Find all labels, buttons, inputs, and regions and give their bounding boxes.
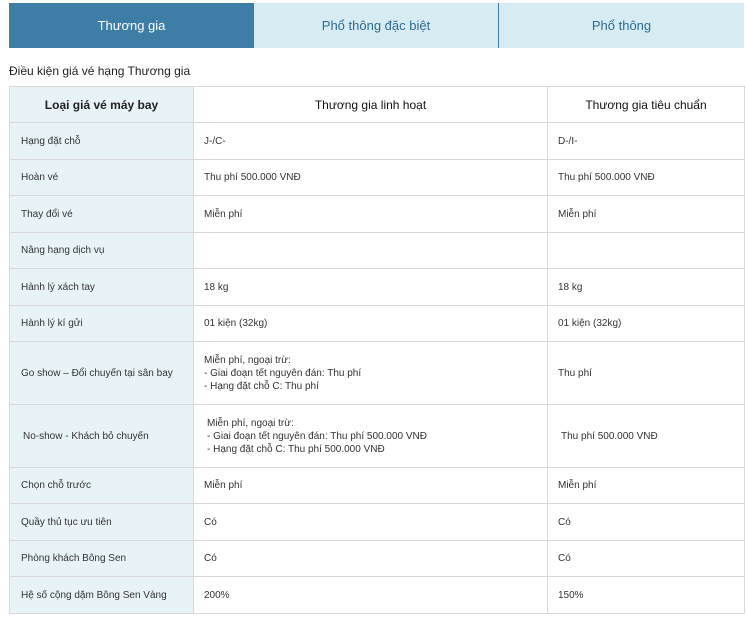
cell-line: - Giai đoạn tết nguyên đán: Thu phí 500.000 VNĐ [207, 430, 427, 442]
cell-flex: Thu phí 500.000 VNĐ [194, 160, 548, 196]
cell-standard: Có [548, 541, 745, 577]
cell-flex: Miễn phí [194, 468, 548, 504]
header-business-flex: Thương gia linh hoạt [194, 87, 548, 123]
table-row [10, 468, 745, 504]
cell-standard: Thu phí 500.000 VNĐ [548, 405, 745, 468]
cell-flex: 18 kg [194, 269, 548, 306]
row-label: Hệ số cộng dặm Bông Sen Vàng [10, 577, 194, 614]
cell-standard: 18 kg [548, 269, 745, 306]
cell-standard: D-/I- [548, 123, 745, 160]
cell-standard: Thu phí 500.000 VNĐ [548, 160, 745, 196]
cell-flex: J-/C- [194, 123, 548, 160]
table-row [10, 160, 745, 196]
cell-standard [548, 233, 745, 269]
cell-standard: Có [548, 504, 745, 541]
cell-flex [194, 405, 548, 468]
row-label: Phòng khách Bông Sen [10, 541, 194, 577]
cell-line: Miễn phí, ngoại trừ: [207, 417, 294, 429]
cell-flex: 200% [194, 577, 548, 614]
row-label: Thay đổi vé [10, 196, 194, 233]
cell-line: - Hạng đặt chỗ C: Thu phí [204, 380, 319, 392]
header-business-standard: Thương gia tiêu chuẩn [548, 87, 745, 123]
cell-standard: 150% [548, 577, 745, 614]
cell-flex: Có [194, 541, 548, 577]
table-row [10, 577, 745, 614]
cell-standard: 01 kiện (32kg) [548, 306, 745, 342]
row-label: Nâng hạng dịch vụ [10, 233, 194, 269]
table-caption: Điều kiện giá vé hạng Thương gia [9, 64, 191, 78]
table-row [10, 405, 745, 468]
table-row [10, 541, 745, 577]
table-row [10, 123, 745, 160]
row-label: Hạng đặt chỗ [10, 123, 194, 160]
row-label: Go show – Đổi chuyến tại sân bay [10, 342, 194, 405]
row-label: Hành lý kí gửi [10, 306, 194, 342]
tab-economy[interactable]: Phổ thông [499, 3, 744, 48]
fare-conditions-table [9, 86, 745, 614]
row-label: Hành lý xách tay [10, 269, 194, 306]
tab-premium-economy[interactable]: Phổ thông đặc biệt [254, 3, 499, 48]
tab-business[interactable]: Thương gia [9, 3, 254, 48]
table-row [10, 342, 745, 405]
table-header-row [10, 87, 745, 123]
table-row [10, 233, 745, 269]
table-row [10, 269, 745, 306]
cell-standard: Miễn phí [548, 468, 745, 504]
row-label: Chọn chỗ trước [10, 468, 194, 504]
cell-line: - Hạng đặt chỗ C: Thu phí 500.000 VNĐ [207, 443, 385, 455]
cell-flex: 01 kiện (32kg) [194, 306, 548, 342]
fare-class-tabs [9, 3, 744, 48]
cell-flex: Miễn phí [194, 196, 548, 233]
cell-flex [194, 342, 548, 405]
cell-flex [194, 233, 548, 269]
header-fare-type: Loại giá vé máy bay [10, 87, 194, 123]
cell-line: - Giai đoạn tết nguyên đán: Thu phí [204, 367, 362, 379]
row-label: Quầy thủ tục ưu tiên [10, 504, 194, 541]
table-row [10, 306, 745, 342]
row-label: Hoàn vé [10, 160, 194, 196]
row-label: No-show - Khách bỏ chuyến [10, 405, 194, 468]
cell-standard: Miễn phí [548, 196, 745, 233]
table-row [10, 196, 745, 233]
cell-standard: Thu phí [548, 342, 745, 405]
cell-flex: Có [194, 504, 548, 541]
cell-line: Miễn phí, ngoại trừ: [204, 354, 291, 366]
table-row [10, 504, 745, 541]
